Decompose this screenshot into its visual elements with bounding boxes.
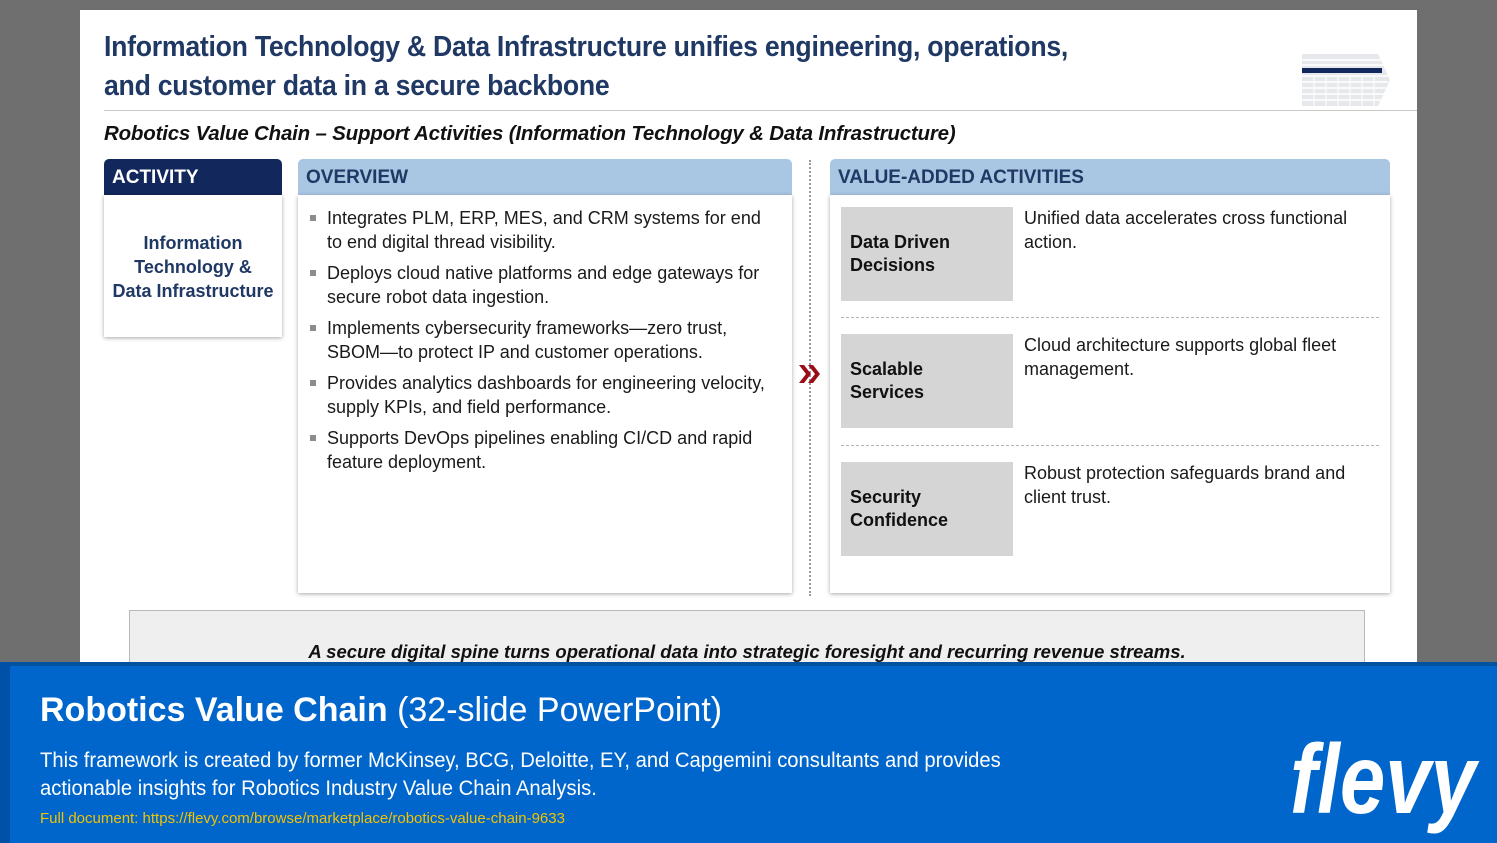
value-item-label xyxy=(841,207,1013,301)
value-item-description: Robust protection safeguards brand and client trust. xyxy=(1024,463,1346,507)
value-label-line: Decisions xyxy=(850,255,936,275)
bullet-text: Integrates PLM, ERP, MES, and CRM systems for end to end digital thread visibility. xyxy=(327,208,761,252)
value-label-line: Scalable xyxy=(850,358,924,379)
activity-name xyxy=(104,231,282,303)
overview-bullet xyxy=(308,262,778,309)
full-document-link[interactable]: Full document: https://flevy.com/browse/marketplace/robotics-value-chain-9633 xyxy=(40,810,565,827)
value-label-line: Security xyxy=(850,486,922,507)
banner-title-bold: Robotics Value Chain xyxy=(40,691,388,729)
banner-description: This framework is created by former McKinsey, BCG, Deloitte, EY, and Capgemini consultants and provides actionable insights for Robotics Industry Value Chain Analysis. xyxy=(40,748,1001,800)
value-item-label xyxy=(841,462,1013,556)
value-item xyxy=(841,334,1379,430)
bullet-text: Deploys cloud native platforms and edge gateways for secure robot data ingestion. xyxy=(327,263,760,307)
banner-left-strip xyxy=(0,662,10,843)
bullet-square-icon xyxy=(310,215,316,221)
value-item xyxy=(841,462,1379,558)
bullet-text: Implements cybersecurity frameworks—zero trust, SBOM—to protect IP and customer operations. xyxy=(327,318,728,362)
bullet-square-icon xyxy=(310,435,316,441)
row-separator xyxy=(841,317,1379,318)
value-item-description: Cloud architecture supports global fleet management. xyxy=(1024,335,1337,379)
title-divider xyxy=(104,110,1417,111)
slide xyxy=(80,10,1417,670)
bullet-text: Provides analytics dashboards for engineering velocity, supply KPIs, and field performance. xyxy=(327,373,765,417)
bullet-square-icon xyxy=(310,270,316,276)
title-line-1: Information Technology & Data Infrastructure unifies engineering, operations, xyxy=(104,31,1069,63)
value-item-label xyxy=(841,334,1013,428)
activity-panel xyxy=(104,195,282,337)
activity-name-line: Information xyxy=(143,233,243,253)
value-added-panel xyxy=(830,195,1390,593)
overview-bullet xyxy=(308,317,778,364)
title-line-2: and customer data in a secure backbone xyxy=(104,70,610,102)
value-label-line: Services xyxy=(850,382,925,402)
overview-bullet xyxy=(308,207,778,254)
bullet-square-icon xyxy=(310,325,316,331)
activity-header: ACTIVITY xyxy=(104,159,282,195)
value-item-description: Unified data accelerates cross functional action. xyxy=(1024,208,1348,252)
callout-text: A secure digital spine turns operational data into strategic foresight and recurring revenue streams. xyxy=(308,641,1186,662)
overview-panel xyxy=(298,195,792,593)
banner-top-edge xyxy=(0,662,1497,666)
value-label-line: Data Driven xyxy=(850,231,951,252)
double-chevron-right-icon xyxy=(797,361,823,387)
flevy-logo-text: flevy xyxy=(1290,724,1480,834)
overview-bullet xyxy=(308,427,778,474)
activity-name-line: Technology & xyxy=(134,257,252,277)
bullet-text: Supports DevOps pipelines enabling CI/CD and rapid feature deployment. xyxy=(327,428,753,472)
slide-title xyxy=(104,28,1098,106)
value-added-header: VALUE-ADDED ACTIVITIES xyxy=(830,159,1390,195)
document-stack-icon xyxy=(1302,54,1390,106)
overview-bullet-list xyxy=(308,207,778,482)
overview-header: OVERVIEW xyxy=(298,159,792,195)
callout-box xyxy=(129,610,1365,670)
value-label-line: Confidence xyxy=(850,510,949,530)
banner-title xyxy=(40,688,722,732)
banner-title-light: (32-slide PowerPoint) xyxy=(387,691,723,729)
bullet-square-icon xyxy=(310,380,316,386)
activity-name-line: Data Infrastructure xyxy=(112,281,274,301)
overview-bullet xyxy=(308,372,778,419)
slide-subtitle: Robotics Value Chain – Support Activities (Information Technology & Data Infrastructure) xyxy=(104,122,956,145)
value-item xyxy=(841,207,1379,303)
row-separator xyxy=(841,445,1379,446)
flevy-logo xyxy=(1288,724,1480,834)
